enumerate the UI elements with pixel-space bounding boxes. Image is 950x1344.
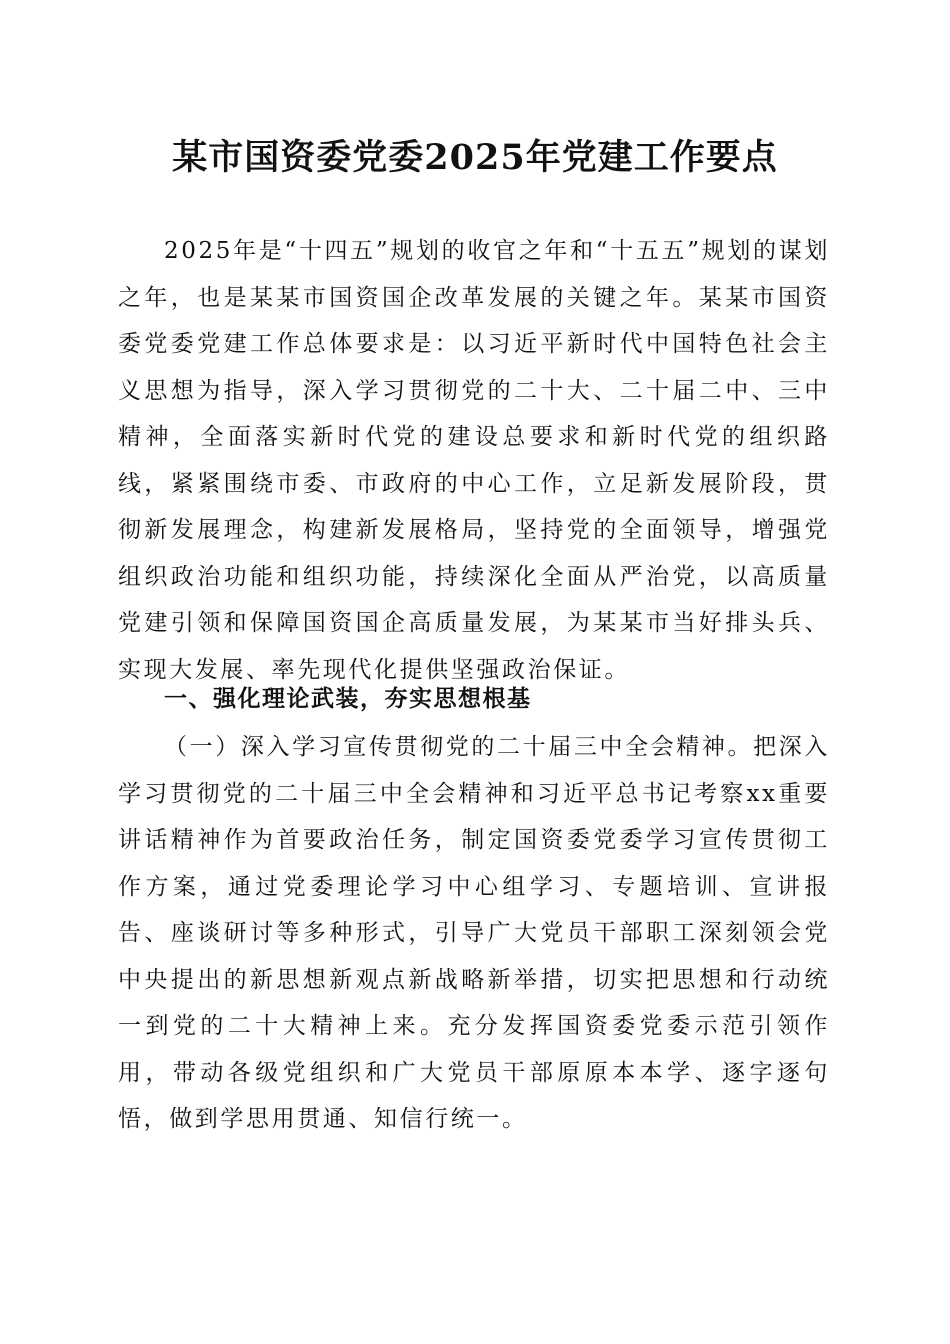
subsection-1-paragraph xyxy=(118,724,830,1143)
document-title: 某市国资委党委2025年党建工作要点 xyxy=(172,137,778,178)
subsection-1 xyxy=(118,724,830,1143)
subsection-1-body: 把深入学习贯彻党的二十届三中全会精神和习近平总书记考察xx重要讲话精神作为首要政治任务，制定国资委党委学习宣传贯彻工作方案，通过党委理论学习中心组学习、专题培训、宣讲报告、座谈研讨等多种形式，引导广大党员干部职工深刻领会党中央提出的新思想新观点新战略新举措，切实把思想和行动统一到党的二十大精神上来。充分发挥国资委党委示范引领作用，带动各级党组织和广大党员干部原原本本学、逐字逐句悟，做到学思用贯通、知信行统一。 xyxy=(118,734,830,1132)
section-heading-1: 一、强化理论武装，夯实思想根基 xyxy=(164,686,532,712)
intro-paragraph: 2025年是“十四五”规划的收官之年和“十五五”规划的谋划之年，也是某某市国资国企改革发展的关键之年。某某市国资委党委党建工作总体要求是：以习近平新时代中国特色社会主义思想为指导，深入学习贯彻党的二十大、二十届二中、三中精神，全面落实新时代党的建设总要求和新时代党的组织路线，紧紧围绕市委、市政府的中心工作，立足新发展阶段，贯彻新发展理念，构建新发展格局，坚持党的全面领导，增强党组织政治功能和组织功能，持续深化全面从严治党，以高质量党建引领和保障国资国企高质量发展，为某某市当好排头兵、实现大发展、率先现代化提供坚强政治保证。 xyxy=(118,238,830,683)
subsection-1-lead: （一）深入学习宣传贯彻党的二十届三中全会精神。 xyxy=(164,734,754,760)
intro-section xyxy=(118,228,830,693)
